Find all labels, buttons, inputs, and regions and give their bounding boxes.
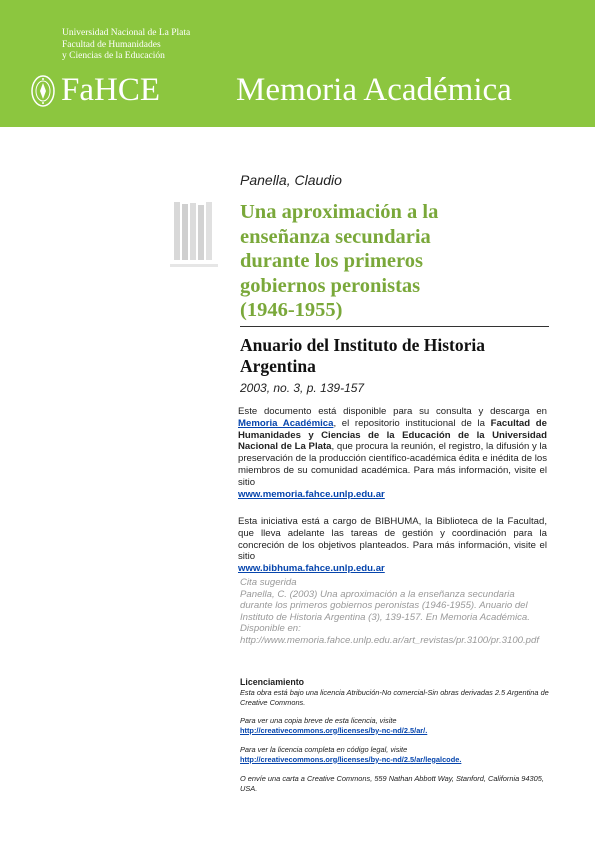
memoria-url-link[interactable]: www.memoria.fahce.unlp.edu.ar (238, 488, 385, 500)
faculty-name-line1: Facultad de Humanidades (62, 39, 161, 50)
fahce-logo-text: FaHCE (61, 72, 160, 108)
license-statement: Esta obra está bajo una licencia Atribución-No comercial-Sin obras derivadas 2.5 Argentina de Creative Commons. (240, 688, 549, 707)
license-copy-label: Para ver una copia breve de esta licencia, visite (240, 716, 397, 725)
books-logo-icon (168, 200, 220, 274)
license-full-link[interactable]: http://creativecommons.org/licenses/by-nc-nd/2.5/ar/legalcode. (240, 754, 462, 764)
memoria-academica-link[interactable]: Memoria Académica (238, 417, 334, 429)
bibhuma-url-link[interactable]: www.bibhuma.fahce.unlp.edu.ar (238, 563, 385, 575)
document-author: Panella, Claudio (240, 172, 342, 188)
suggested-citation-text: Panella, C. (2003) Una aproximación a la enseñanza secundaria durante los primeros gobiernos peronistas (1946-1955). Anuario del Instituto de Historia Argentina (3), 139-157. En Memoria Académica. Disponible en: http://www.memoria.fahce.unlp.edu.ar/art_revistas/pr.3100/pr.3100.pdf (240, 588, 539, 646)
volume-pages: 2003, no. 3, p. 139-157 (240, 381, 365, 395)
faculty-name-line2: y Ciencias de la Educación (62, 51, 165, 61)
institution-lines (62, 28, 190, 63)
suggested-citation-heading: Cita sugerida (240, 577, 297, 588)
license-full-block (240, 745, 550, 764)
license-full-label: Para ver la licencia completa en código legal, visite (240, 745, 408, 754)
bibhuma-paragraph (238, 516, 547, 575)
header-banner (0, 0, 595, 127)
document-title: Una aproximación a la enseñanza secundaria durante los primeros gobiernos peronistas (1946-1955) (240, 201, 439, 321)
suggested-citation (240, 577, 545, 647)
license-heading: Licenciamiento (240, 677, 305, 687)
availability-paragraph (238, 406, 547, 500)
university-name: Universidad Nacional de La Plata (62, 28, 191, 38)
university-seal-icon (30, 74, 56, 108)
availability-rest: , que procura la reunión, el registro, la difusión y la preservación de la producción científico-académica édita e inédita de los miembros de su comunidad académica. Para más información, visite el sitio (238, 441, 547, 488)
license-mail: O envíe una carta a Creative Commons, 559 Nathan Abbott Way, Stanford, California 94305, USA. (240, 774, 544, 793)
license-copy-link[interactable]: http://creativecommons.org/licenses/by-nc-nd/2.5/ar/. (240, 725, 428, 735)
license-copy-block (240, 716, 550, 735)
title-divider (240, 326, 549, 327)
bibhuma-text: Esta iniciativa está a cargo de BIBHUMA, la Biblioteca de la Facultad, que lleva adelante las tareas de gestión y coordinación para la concreción de los objetivos planteados. Para más información, visite el sitio (238, 516, 547, 563)
journal-name: Anuario del Instituto de Historia Argentina (240, 335, 486, 376)
availability-intro: Este documento está disponible para su consulta y descarga en (238, 406, 547, 417)
institution-name: Facultad de Humanidades y Ciencias de la Educación de la Universidad Nacional de La Plata (238, 417, 547, 453)
availability-middle: , el repositorio institucional de la (333, 417, 491, 429)
repository-name: Memoria Académica (236, 72, 512, 108)
